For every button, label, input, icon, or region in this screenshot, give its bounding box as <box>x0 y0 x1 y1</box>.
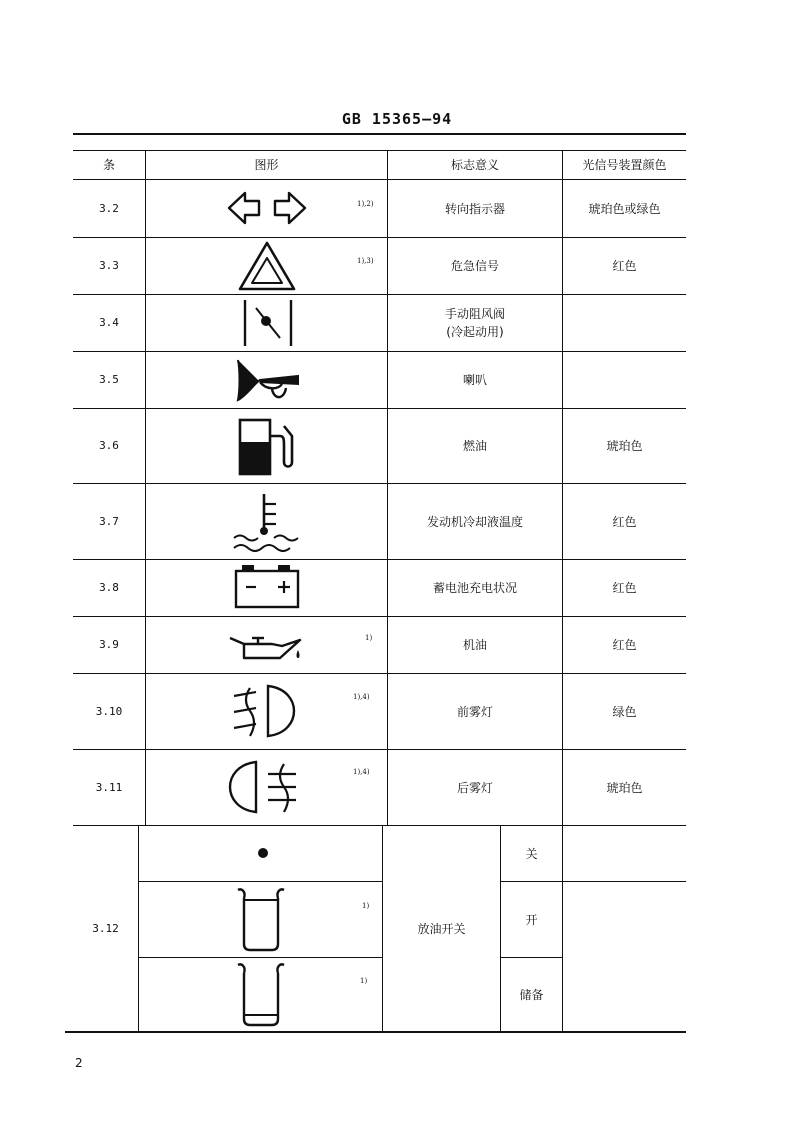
meaning-cell: 机油 <box>462 638 487 652</box>
column-header-figure: 图形 <box>254 158 279 172</box>
column-rule <box>138 825 139 1032</box>
clause-number: 3.6 <box>99 439 119 452</box>
footnote-marker: 1) <box>362 902 370 910</box>
footnote-marker: 1),4) <box>353 693 370 701</box>
meaning-cell: 发动机冷却液温度 <box>426 514 523 529</box>
clause-number: 3.11 <box>95 780 123 794</box>
fuel-tap-reserve-icon <box>232 961 290 1027</box>
battery-icon <box>232 563 302 611</box>
state-label-off: 关 <box>525 846 538 861</box>
color-cell: 琥珀色或绿色 <box>588 201 661 216</box>
clause-number: 3.3 <box>99 259 119 272</box>
hazard-triangle-icon <box>237 240 297 292</box>
state-label-on: 开 <box>525 912 538 927</box>
clause-number: 3.5 <box>99 373 119 386</box>
meaning-cell: 危急信号 <box>450 259 499 273</box>
clause-number: 3.8 <box>99 581 119 594</box>
clause-number: 3.10 <box>95 704 123 718</box>
footnote-marker: 1),2) <box>357 200 374 208</box>
clause-number: 3.12 <box>92 921 119 935</box>
clause-number: 3.7 <box>99 514 119 528</box>
column-header-color: 光信号装置颜色 <box>582 158 667 172</box>
state-label-reserve: 储备 <box>519 987 544 1002</box>
clause-number: 3.2 <box>99 201 119 215</box>
color-cell: 红色 <box>612 514 637 529</box>
footnote-marker: 1) <box>365 634 373 642</box>
color-cell <box>563 295 686 351</box>
choke-icon <box>240 298 296 348</box>
turn-signal-arrows-icon <box>226 188 308 228</box>
column-header-clause: 条 <box>102 158 115 172</box>
page-number: 2 <box>75 1056 83 1070</box>
row-rule <box>73 825 686 826</box>
sub-row-rule <box>138 957 382 958</box>
footnote-marker: 1) <box>360 977 368 985</box>
footnote-marker: 1),3) <box>357 257 374 265</box>
clause-number: 3.9 <box>99 638 119 651</box>
color-cell: 红色 <box>612 259 637 273</box>
color-cell <box>563 352 686 408</box>
meaning-cell: 放油开关 <box>417 921 466 936</box>
fuel-tap-open-icon <box>232 886 290 952</box>
meaning-cell: 前雾灯 <box>456 704 493 719</box>
horn-icon <box>232 356 304 404</box>
meaning-cell: 蓄电池充电状况 <box>432 581 517 595</box>
color-cell: 红色 <box>612 638 637 652</box>
sub-row-rule <box>138 881 382 882</box>
column-header-meaning: 标志意义 <box>450 158 499 172</box>
color-cell: 红色 <box>612 581 637 595</box>
meaning-cell: 转向指示器 <box>444 201 505 216</box>
oil-can-icon <box>226 628 306 664</box>
rear-fog-lamp-icon <box>226 758 302 816</box>
header-rule <box>73 133 686 135</box>
coolant-temperature-icon <box>230 490 300 554</box>
document-header: GB 15365—94 <box>341 110 453 128</box>
meaning-cell: 手动阻风阀 (冷起动用) <box>444 307 505 339</box>
meaning-cell: 后雾灯 <box>456 780 493 795</box>
color-cell: 绿色 <box>612 704 637 719</box>
meaning-cell: 燃油 <box>462 439 487 453</box>
column-rule <box>145 150 146 825</box>
table-bottom-rule <box>65 1031 686 1033</box>
meaning-cell: 喇叭 <box>462 373 487 387</box>
footnote-marker: 1),4) <box>353 768 370 776</box>
clause-number: 3.4 <box>99 316 119 329</box>
dot-icon <box>256 846 270 860</box>
color-cell: 琥珀色 <box>606 439 643 453</box>
front-fog-lamp-icon <box>228 682 298 740</box>
color-cell: 琥珀色 <box>606 780 643 795</box>
fuel-pump-icon <box>236 416 300 478</box>
